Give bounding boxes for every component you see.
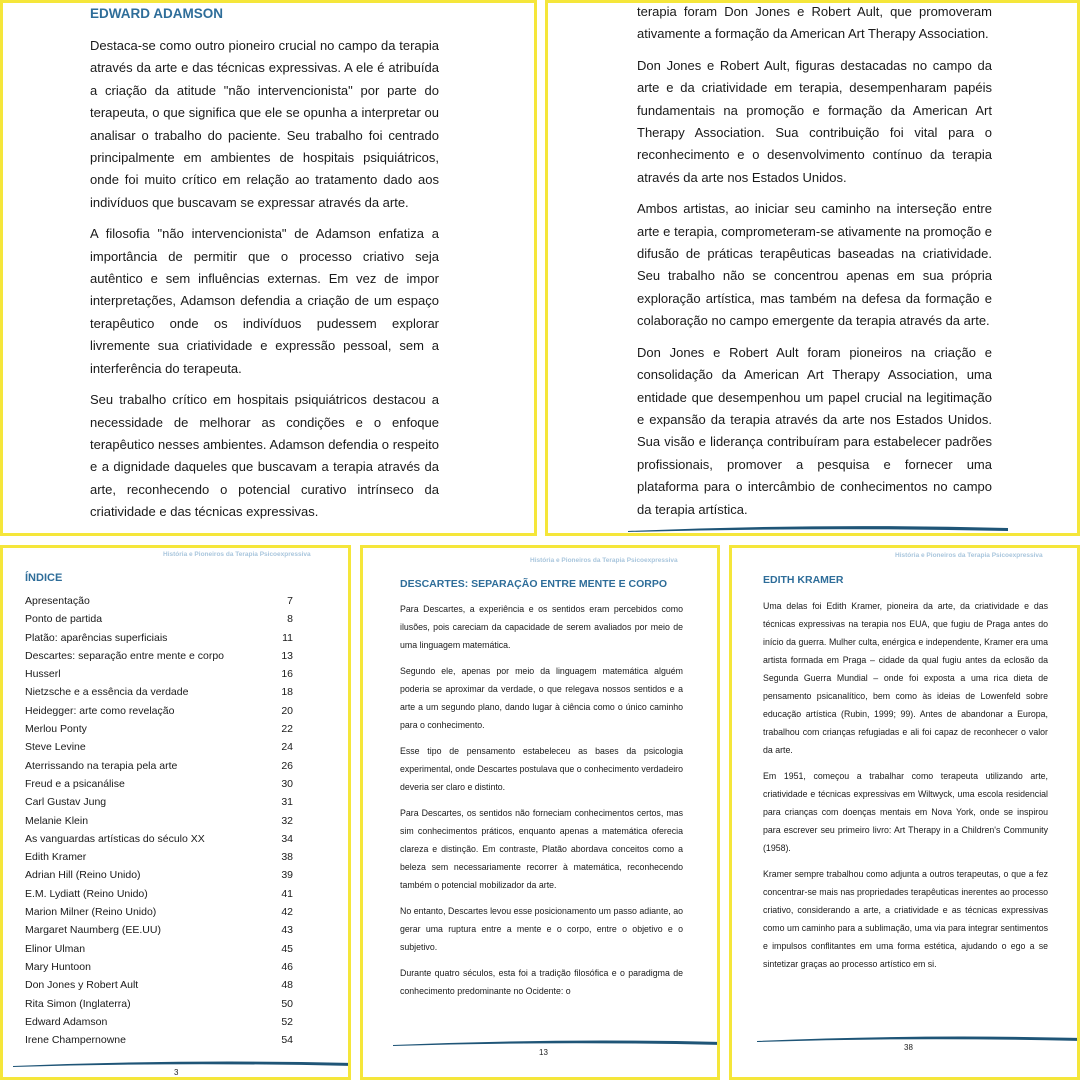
toc-entry <box>25 885 293 903</box>
page-descartes <box>360 545 720 1080</box>
toc-entry-page: 8 <box>287 613 293 626</box>
paragraph: Durante quatro séculos, esta foi a tradição filosófica e o paradigma de conhecimento predominante no Ocidente: o <box>400 968 683 996</box>
toc-entry-page: 48 <box>281 979 293 992</box>
toc-entry-title: Rita Simon (Inglaterra) <box>25 997 131 1010</box>
toc-entry-title: Merlou Ponty <box>25 723 87 736</box>
paragraph: A filosofia "não intervencionista" de Adamson enfatiza a importância de permitir que o processo criativo seja autêntico e sem influências externas. Em vez de impor interpretações, Adamson defendia a criação de um espaço terapêutico onde os indivíduos pudessem explorar livremente sua criatividade e expressão pessoal, sem a interferência do terapeuta. <box>90 226 439 376</box>
page-footer-swoosh <box>757 1034 1080 1044</box>
toc-entry-page: 31 <box>281 796 293 809</box>
toc-entry-title: Adrian Hill (Reino Unido) <box>25 869 141 882</box>
page-body <box>637 1 992 530</box>
toc-entry <box>25 976 293 994</box>
toc-entry-title: Carl Gustav Jung <box>25 796 107 809</box>
toc-entry-title: Marion Milner (Reino Unido) <box>25 906 157 919</box>
toc-entry-page: 50 <box>281 997 293 1010</box>
paragraph: Ambos artistas, ao iniciar seu caminho na interseção entre arte e terapia, comprometeram-se ativamente na promoção e difusão de práticas terapêuticas baseadas na criatividade. Seu trabalho não se concentrou apenas em sua própria exploração artística, mas também na defesa da formação e colaboração no campo emergente da terapia através da arte. <box>637 201 992 329</box>
toc-entry <box>25 866 293 884</box>
page-footer-swoosh <box>13 1059 351 1069</box>
running-head: História e Pioneiros da Terapia Psicoexpressiva <box>530 557 678 564</box>
page-heading: EDWARD ADAMSON <box>90 6 223 21</box>
toc-entry-title: Heidegger: arte como revelação <box>25 704 175 717</box>
page-number: 3 <box>174 1068 179 1077</box>
page-body <box>90 35 439 533</box>
page-index <box>0 545 351 1080</box>
page-body <box>400 600 683 1008</box>
toc-entry-page: 45 <box>281 942 293 955</box>
toc-entry <box>25 720 293 738</box>
paragraph: Uma delas foi Edith Kramer, pioneira da arte, da criatividade e das técnicas expressivas na terapia nos EUA, que fugiu de Praga antes do início da guerra. Mulher culta, enérgica e independente, Kramer era uma artista formada em Praga – cidade da qual fugiu antes da eclosão da Segunda Guerra Mundial – onde foi exposta a uma rica dieta de pensamento psicanalítico, bem como às ideias de Lowenfeld sobre educação artística (Rubin, 1999; 99). Antes de abandonar a Europa, trabalhou com crianças refugiadas e ali foi capaz de reconhecer o valor da arte. <box>763 601 1048 755</box>
toc-entry <box>25 702 293 720</box>
running-head: História e Pioneiros da Terapia Psicoexpressiva <box>163 551 311 558</box>
paragraph: Segundo ele, apenas por meio da linguagem matemática alguém poderia se aproximar da verdade, o que relegava nossos sentidos e a arte a um segundo plano, dando lugar à ciência como o único caminho para o conhecimento. <box>400 666 683 730</box>
page-heading: DESCARTES: SEPARAÇÃO ENTRE MENTE E CORPO <box>400 578 667 590</box>
paragraph: Don Jones e Robert Ault, figuras destacadas no campo da arte e da criatividade em terapia, desempenharam papéis fundamentais na promoção e formação da American Art Therapy Association. Sua contribuição foi vital para o reconhecimento e o desenvolvimento contínuo da terapia através da arte nos Estados Unidos. <box>637 57 992 185</box>
toc-entry-title: Elinor Ulman <box>25 942 86 955</box>
toc-entry-title: Irene Champernowne <box>25 1034 126 1047</box>
toc-entry-page: 52 <box>281 1015 293 1028</box>
toc-entry <box>25 903 293 921</box>
toc-entry <box>25 1013 293 1031</box>
toc-entry-page: 20 <box>281 704 293 717</box>
toc-entry-title: Apresentação <box>25 595 90 607</box>
page-jones-ault <box>545 0 1080 536</box>
toc-entry-title: Melanie Klein <box>25 814 89 827</box>
paragraph: Kramer sempre trabalhou como adjunta a outros terapeutas, o que a fez concentrar-se mais nas propriedades terapêuticas inerentes ao processo criativo, considerando a arte, a criatividade e as técnicas expressivas como um caminho para a sublimação, uma via para integrar sentimentos e impulsos conflitantes em uma forma estética, ajudando o ego a se sintetizar graças ao processo artístico em si. <box>763 869 1048 969</box>
toc-entry-page: 7 <box>287 595 293 607</box>
page-footer-swoosh <box>393 1038 720 1048</box>
toc-entry-page: 54 <box>281 1034 293 1047</box>
toc-entry-title: Aterrissando na terapia pela arte <box>25 759 178 772</box>
toc-entry-page: 43 <box>281 924 293 937</box>
toc-entry-page: 34 <box>281 832 293 845</box>
toc-entry <box>25 958 293 976</box>
toc-entry <box>25 610 293 628</box>
toc-entry <box>25 1031 293 1049</box>
page-footer-swoosh <box>628 523 1008 535</box>
toc-entry-title: Ponto de partida <box>25 613 103 626</box>
toc-entry <box>25 995 293 1013</box>
toc-entry <box>25 812 293 830</box>
toc-entry-title: Edith Kramer <box>25 851 87 864</box>
page-edward-adamson <box>0 0 537 536</box>
paragraph: Seu trabalho crítico em hospitais psiquiátricos destacou a necessidade de melhorar as condições e o enfoque terapêutico nesses ambientes. Adamson defendia o respeito e a dignidade daqueles que buscavam a terapia através da arte, reconhecendo o potencial curativo intrínseco da criatividade e das técnicas expressivas. <box>90 392 439 520</box>
page-body <box>763 597 1048 981</box>
toc-entry-page: 18 <box>281 686 293 699</box>
toc-entry-page: 42 <box>281 906 293 919</box>
paragraph: Don Jones e Robert Ault foram pioneiros na criação e consolidação da American Art Therapy Association, uma entidade que desempenhou um papel crucial na legitimação e expansão da terapia através da arte nos Estados Unidos. Sua visão e liderança contribuíram para estabelecer padrões profissionais, promover a pesquisa e fornecer uma plataforma para o intercâmbio de conhecimentos no campo da terapia artística. <box>637 344 992 517</box>
toc-entry-title: Mary Huntoon <box>25 960 91 973</box>
paragraph: No entanto, Descartes levou esse posicionamento um passo adiante, ao gerar uma ruptura entre a mente e o corpo, entre o objetivo e o subjetivo. <box>400 906 683 952</box>
paragraph: Destaca-se como outro pioneiro crucial no campo da terapia através da arte e das técnicas expressivas. A ele é atribuída a criação da atitude "não intervencionista" por parte do terapeuta, o que significa que ele se opunha a interpretar ou analisar o trabalho do paciente. Seu trabalho foi centrado principalmente em ambientes de hospitais psiquiátricos, onde foi muito crítico em relação ao tratamento dado aos indivíduos que buscavam se expressar através da arte. <box>90 38 439 210</box>
toc-entry-page: 46 <box>281 960 293 973</box>
toc-entry-page: 32 <box>281 814 293 827</box>
page-number: 38 <box>904 1043 913 1052</box>
toc-entry <box>25 940 293 958</box>
toc-entry-title: Husserl <box>25 668 61 681</box>
paragraph: Esse tipo de pensamento estabeleceu as bases da psicologia experimental, onde Descartes postulava que o conhecimento verdadeiro deveria ser claro e distinto. <box>400 746 683 792</box>
toc-entry <box>25 775 293 793</box>
toc-entry-title: Platão: aparências superficiais <box>25 631 168 644</box>
page-heading: EDITH KRAMER <box>763 574 844 586</box>
toc-entry <box>25 683 293 701</box>
page-number: 13 <box>539 1048 548 1057</box>
toc-entry-title: Steve Levine <box>25 741 86 754</box>
toc-entry-title: Edward Adamson <box>25 1015 108 1028</box>
toc-entry-page: 16 <box>281 668 293 681</box>
toc-entry-title: Nietzsche e a essência da verdade <box>25 686 189 699</box>
toc-entry-title: Don Jones y Robert Ault <box>25 979 139 992</box>
toc-entry-title: Descartes: separação entre mente e corpo <box>25 649 225 662</box>
toc-entry-page: 22 <box>281 723 293 736</box>
toc-entry-title: Margaret Naumberg (EE.UU) <box>25 924 161 937</box>
toc-entry-page: 38 <box>281 851 293 864</box>
toc-entry <box>25 848 293 866</box>
toc-entry-title: As vanguardas artísticas do século XX <box>25 832 205 845</box>
toc-entry-page: 24 <box>281 741 293 754</box>
index-heading: ÍNDICE <box>25 572 63 584</box>
paragraph: Em 1951, começou a trabalhar como terapeuta utilizando arte, criatividade e técnicas expressivas em Wiltwyck, uma escola residencial para crianças com doenças mentais em Nova York, onde se inspirou para escrever seu primeiro livro: Art Therapy in a Children's Community (1958). <box>763 771 1048 853</box>
paragraph: Para Descartes, os sentidos não forneciam conhecimentos certos, mas sim conhecimentos práticos, enquanto apenas a matemática oferecia clareza e distinção. Em contraste, Platão abordava conceitos como a beleza sem necessariamente recorrer à matemática, reconhecendo também o potencial mobilizador da arte. <box>400 808 683 890</box>
toc-entry <box>25 757 293 775</box>
table-of-contents <box>25 592 293 1049</box>
toc-entry-page: 26 <box>281 759 293 772</box>
toc-entry-title: Freud e a psicanálise <box>25 777 125 790</box>
toc-entry <box>25 592 293 610</box>
running-head: História e Pioneiros da Terapia Psicoexpressiva <box>895 552 1043 559</box>
toc-entry <box>25 738 293 756</box>
toc-entry-page: 41 <box>281 887 293 900</box>
toc-entry-page: 39 <box>281 869 293 882</box>
toc-entry <box>25 793 293 811</box>
toc-entry-title: E.M. Lydiatt (Reino Unido) <box>25 887 148 900</box>
paragraph: Para Descartes, a experiência e os sentidos eram percebidos como ilusões, pois careciam da capacidade de serem avaliados por meio de uma linguagem matemática. <box>400 604 683 650</box>
page-edith-kramer <box>729 545 1080 1080</box>
toc-entry <box>25 647 293 665</box>
toc-entry-page: 13 <box>281 649 293 662</box>
paragraph: terapia foram Don Jones e Robert Ault, que promoveram ativamente a formação da American Art Therapy Association. <box>637 4 992 42</box>
toc-entry <box>25 629 293 647</box>
toc-entry <box>25 921 293 939</box>
toc-entry-page: 30 <box>281 777 293 790</box>
toc-entry-page: 11 <box>282 631 293 644</box>
toc-entry <box>25 665 293 683</box>
toc-entry <box>25 830 293 848</box>
